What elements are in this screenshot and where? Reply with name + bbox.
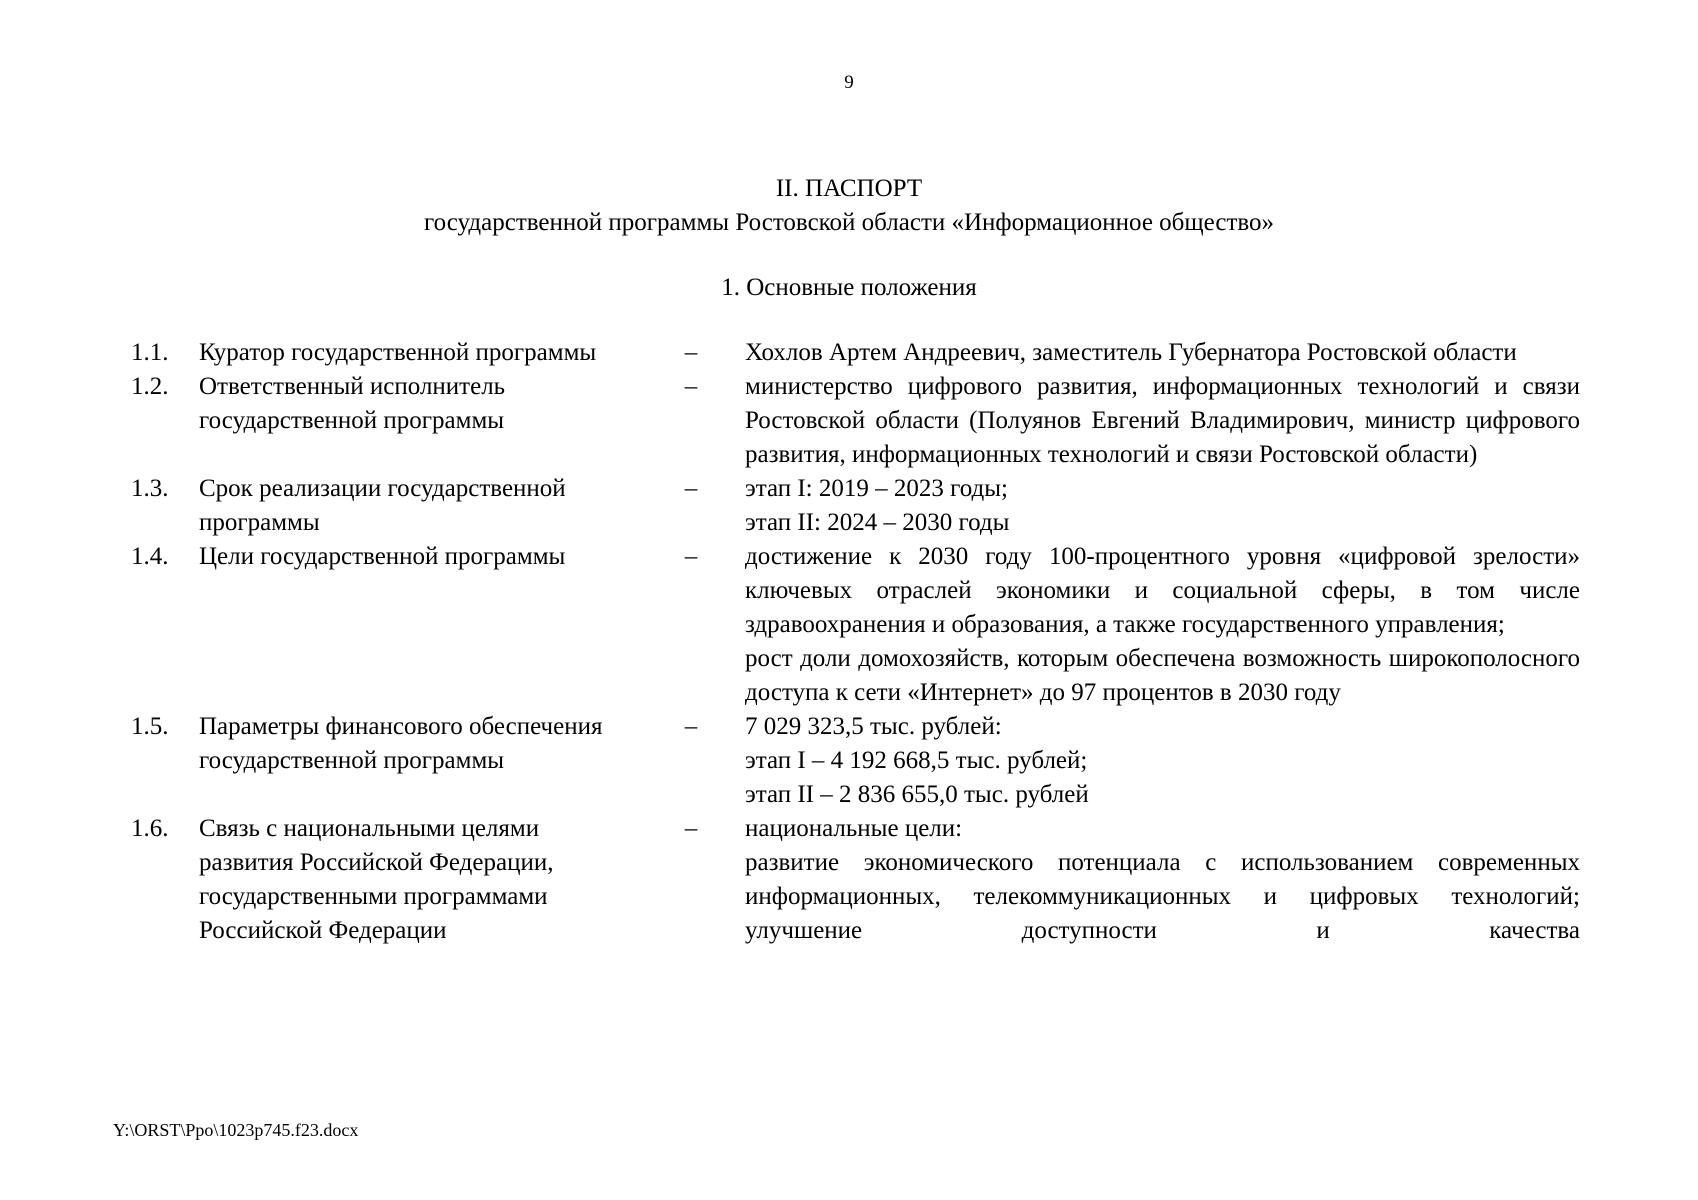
value-paragraph: 7 029 323,5 тыс. рублей:: [745, 713, 1002, 740]
row-label: Цели государственной программы: [199, 543, 566, 570]
value-paragraph: рост доли домохозяйств, которым обеспечена возможность широкополосного доступа к сети «Интернет» до 97 процентов в 2030 году: [745, 645, 1580, 706]
value-paragraph: министерство цифрового развития, информационных технологий и связи Ростовской области (Полуянов Евгений Владимирович, министр цифрового развития, информационных технологий и связи Ростовской области): [745, 373, 1580, 468]
document-title: II. ПАСПОРТ: [775, 175, 923, 202]
document-subtitle: государственной программы Ростовской области «Информационное общество»: [423, 209, 1275, 236]
table-row: [0, 472, 1698, 540]
row-dash: –: [684, 373, 698, 400]
row-label: Срок реализации государственной программы: [199, 475, 566, 536]
value-paragraph: Хохлов Артем Андреевич, заместитель Губернатора Ростовской области: [745, 339, 1517, 366]
row-value: [745, 336, 1580, 370]
row-number: 1.1.: [131, 339, 169, 366]
page-number: 9: [844, 72, 854, 93]
row-dash: –: [684, 713, 698, 740]
row-value: [745, 540, 1580, 710]
file-path-footer: Y:\ORST\Ppo\1023p745.f23.docx: [113, 1120, 359, 1140]
row-number: 1.4.: [131, 543, 169, 570]
row-label: Ответственный исполнитель государственной программы: [199, 373, 506, 434]
row-value: [745, 710, 1580, 812]
row-value: [745, 812, 1580, 948]
row-label: Связь с национальными целями развития Российской Федерации, государственными программами Российской Федерации: [199, 815, 554, 944]
row-dash: –: [684, 543, 698, 570]
table-row: [0, 540, 1698, 710]
table-row: [0, 336, 1698, 370]
value-paragraph: этап II: 2024 – 2030 годы: [745, 509, 1010, 536]
row-label: Параметры финансового обеспечения государственной программы: [199, 713, 603, 774]
row-dash: –: [684, 475, 698, 502]
row-number: 1.2.: [131, 373, 169, 400]
table-row: [0, 370, 1698, 472]
row-value: [745, 370, 1580, 472]
value-paragraph: этап II – 2 836 655,0 тыс. рублей: [745, 781, 1089, 808]
row-dash: –: [684, 339, 698, 366]
row-number: 1.5.: [131, 713, 169, 740]
row-dash: –: [684, 815, 698, 842]
value-paragraph: национальные цели:: [745, 815, 963, 842]
row-number: 1.3.: [131, 475, 169, 502]
table-row: [0, 812, 1698, 948]
row-number: 1.6.: [131, 815, 169, 842]
table-row: [0, 710, 1698, 812]
row-value: [745, 472, 1580, 540]
passport-table: [0, 336, 1698, 948]
value-paragraph: этап I – 4 192 668,5 тыс. рублей;: [745, 747, 1088, 774]
value-paragraph: развитие экономического потенциала с использованием современных информационных, телекоммуникационных и цифровых технологий; улучшение доступности и качества: [745, 849, 1580, 944]
row-label: Куратор государственной программы: [199, 339, 597, 366]
value-paragraph: достижение к 2030 году 100-процентного уровня «цифровой зрелости» ключевых отраслей экономики и социальной сферы, в том числе здравоохранения и образования, а также государственного управления;: [745, 543, 1580, 638]
section-heading: 1. Основные положения: [721, 274, 977, 301]
value-paragraph: этап I: 2019 – 2023 годы;: [745, 475, 1009, 502]
